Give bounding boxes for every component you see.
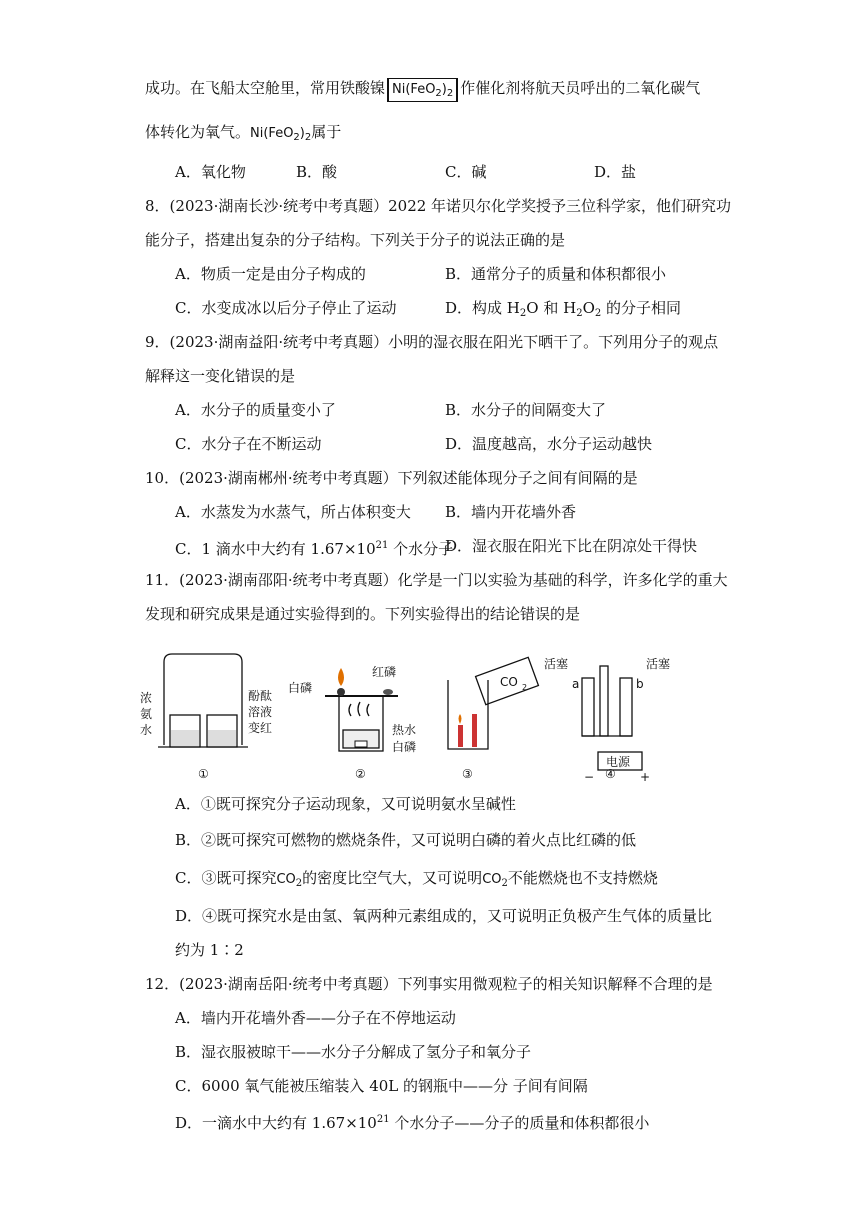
q11-option-a: A．①既可探究分子运动现象，又可说明氨水呈碱性 (175, 795, 516, 813)
experiment-diagram (140, 640, 700, 785)
q8-stem-line1: 8．(2023·湖南长沙·统考中考真题）2022 年诺贝尔化学奖授予三位科学家，他们研究功 (145, 197, 732, 215)
svg-text:活塞: 活塞 (544, 657, 569, 671)
q8-option-d: D．构成 $H_2O$ 和 $H_2O_2$ 的分子相同 (445, 299, 682, 319)
white-phosphorus-on-plate (337, 688, 345, 696)
q11-option-b: B．②既可探究可燃物的燃烧条件，又可说明白磷的着火点比红磷的低 (175, 831, 637, 849)
beaker-candles (448, 680, 488, 749)
svg-text:水: 水 (140, 723, 153, 737)
q11-option-d-line1: D．④既可探究水是由氢、氧两种元素组成的，又可说明正负极产生气体的质量比 (175, 907, 713, 925)
svg-text:2: 2 (522, 683, 528, 692)
q10-option-a: A．水蒸发为水蒸气，所占体积变大 (175, 503, 411, 521)
svg-text:变红: 变红 (248, 721, 273, 735)
svg-text:电源: 电源 (606, 755, 631, 769)
q9-stem-line2: 解释这一变化错误的是 (145, 367, 296, 385)
svg-text:CO: CO (500, 675, 518, 689)
svg-text:活塞: 活塞 (646, 657, 671, 671)
q10-option-c: C．1 滴水中大约有 $1.67\times 10^{21}$ 个水分子 (175, 540, 454, 558)
q9-stem-line1: 9．(2023·湖南益阳·统考中考真题）小明的湿衣服在阳光下晒干了。下列用分子的观点 (145, 333, 719, 351)
q8-stem-line2: 能分子，搭建出复杂的分子结构。下列关于分子的说法正确的是 (145, 231, 566, 249)
tube-a (582, 678, 594, 736)
q11-option-d-line2: 约为 1∶2 (175, 941, 244, 959)
svg-text:红磷: 红磷 (372, 665, 397, 679)
q12-stem: 12．(2023·湖南岳阳·统考中考真题）下列事实用微观粒子的相关知识解释不合理的是 (145, 975, 713, 993)
svg-text:溶液: 溶液 (248, 705, 273, 719)
q7-line2: 体转化为氧气。$Ni(FeO_2)_2$属于 (145, 123, 342, 143)
q10-stem: 10．(2023·湖南郴州·统考中考真题）下列叙述能体现分子之间有间隔的是 (145, 469, 638, 487)
svg-text:浓: 浓 (140, 691, 153, 705)
q9-option-b: B．水分子的间隔变大了 (445, 401, 607, 419)
svg-text:氨: 氨 (140, 707, 153, 721)
q12-option-a: A．墙内开花墙外香——分子在不停地运动 (175, 1009, 456, 1027)
q7-text: 作催化剂将航天员呼出的二氧化碳气 (460, 79, 701, 97)
svg-text:−: − (584, 770, 595, 784)
q11-stem-line2: 发现和研究成果是通过实验得到的。下列实验得出的结论错误的是 (145, 605, 581, 623)
candle-tall (472, 714, 477, 747)
q10-option-d: D．湿衣服在阳光下比在阴凉处干得快 (445, 537, 698, 555)
svg-text:④: ④ (605, 767, 616, 781)
q7-line1 (145, 78, 700, 102)
white-phosphorus-under-water (355, 741, 367, 747)
q9-option-c: C．水分子在不断运动 (175, 435, 322, 453)
candle-short (458, 725, 463, 747)
svg-text:白磷: 白磷 (392, 740, 417, 754)
svg-text:b: b (636, 677, 644, 691)
q7-option-b: B．酸 (296, 163, 338, 181)
q7-option-c: C．碱 (445, 163, 487, 181)
q10-option-b: B．墙内开花墙外香 (445, 503, 577, 521)
svg-text:酚酞: 酚酞 (248, 689, 273, 703)
q9-option-d: D．温度越高，水分子运动越快 (445, 435, 653, 453)
q12-option-c: C．6000 氧气能被压缩装入 40L 的钢瓶中——分 子间有间隔 (175, 1077, 588, 1095)
q8-option-b: B．通常分子的质量和体积都很小 (445, 265, 667, 283)
tube-b (620, 678, 632, 736)
q9-option-a: A．水分子的质量变小了 (175, 401, 336, 419)
q11-experiment-figure (140, 640, 700, 785)
svg-text:白磷: 白磷 (288, 681, 313, 695)
svg-text:热水: 热水 (392, 723, 417, 737)
q8-option-c: C．水变成冰以后分子停止了运动 (175, 299, 397, 317)
q8-option-a: A．物质一定是由分子构成的 (175, 265, 366, 283)
q7-option-a: A．氧化物 (175, 163, 246, 181)
svg-text:①: ① (198, 767, 209, 781)
flame-icon (338, 668, 344, 686)
steam-lines (349, 702, 369, 716)
q7-option-d: D．盐 (594, 163, 637, 181)
middle-tube (600, 666, 608, 736)
q11-option-c: C．③既可探究$CO_2$的密度比空气大，又可说明$CO_2$不能燃烧也不支持燃烧 (175, 869, 658, 889)
q12-option-d: D．一滴水中大约有 $1.67\times 10^{21}$ 个水分子——分子的质量和体积都很小 (175, 1114, 650, 1132)
q7-formula-bracket: $Ni(FeO_2)_2$ (387, 78, 458, 102)
q12-option-b: B．湿衣服被晾干——水分子分解成了氢分子和氧分子 (175, 1043, 532, 1061)
svg-text:+: + (640, 770, 651, 784)
svg-text:③: ③ (462, 767, 473, 781)
red-phosphorus (383, 689, 393, 695)
q7-text: 成功。在飞船太空舱里，常用铁酸镍 (145, 79, 386, 97)
svg-text:a: a (572, 677, 580, 691)
q7-formula: $Ni(FeO_2)_2$ (250, 126, 312, 143)
svg-text:②: ② (355, 767, 366, 781)
q11-stem-line1: 11．(2023·湖南邵阳·统考中考真题）化学是一门以实验为基础的科学，许多化学的重大 (145, 571, 728, 589)
